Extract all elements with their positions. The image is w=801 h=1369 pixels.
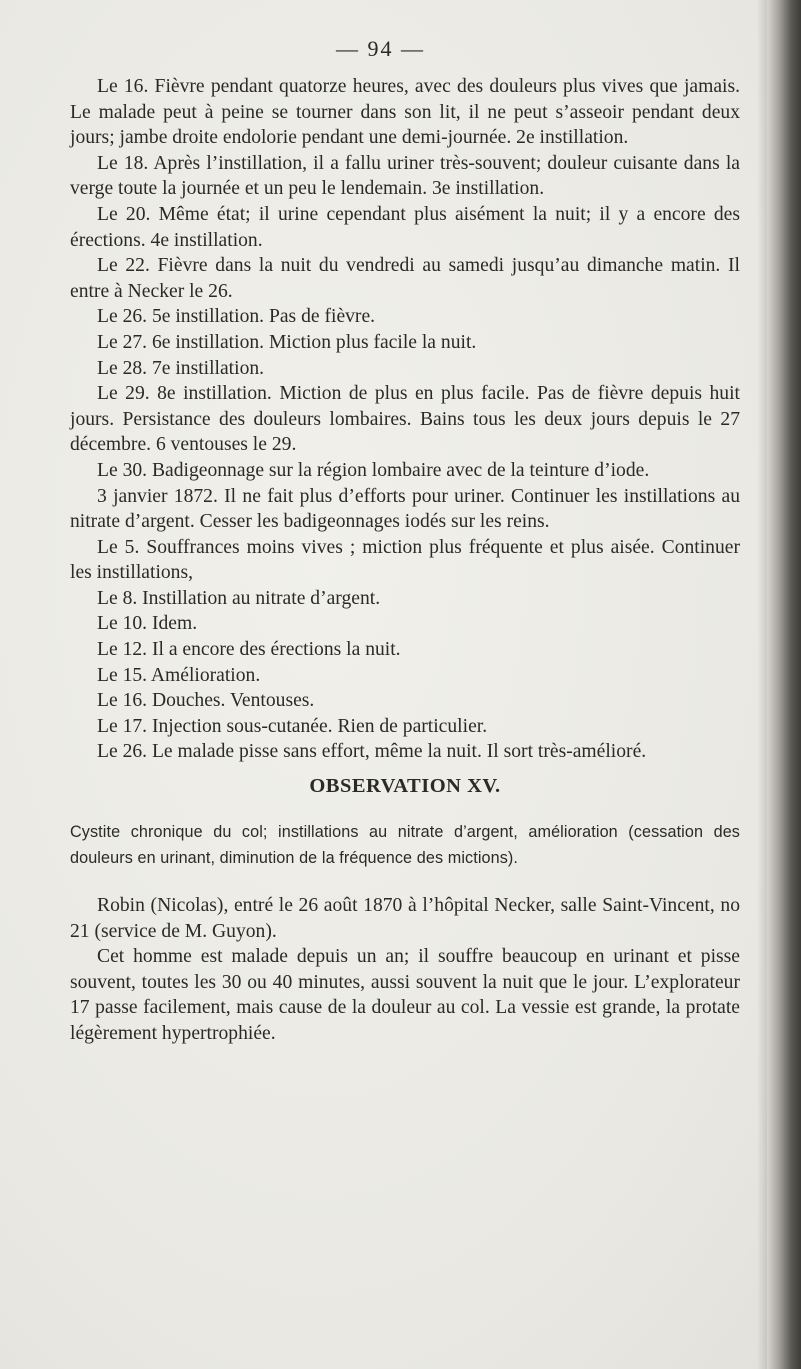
clinical-entry: Le 8. Instillation au nitrate d’argent. xyxy=(97,587,381,609)
page-number: — 94 — xyxy=(336,36,425,61)
clinical-entry: Le 12. Il a encore des érections la nuit. xyxy=(97,639,401,661)
clinical-entry: Le 10. Idem. xyxy=(97,613,198,635)
observation-summary: Cystite chronique du col; instillations au nitrate d’argent, amélioration (cessation des douleurs en urinant, diminution de la fréquence des mictions). xyxy=(70,823,740,868)
observation-paragraph: Robin (Nicolas), entré le 26 août 1870 à l’hôpital Necker, salle Saint-Vincent, no 21 (service de M. Guyon). xyxy=(70,895,740,942)
clinical-entry: Le 16. Douches. Ventouses. xyxy=(97,690,315,712)
clinical-entry: Le 22. Fièvre dans la nuit du vendredi au samedi jusqu’au dimanche matin. Il entre à Necker le 26. xyxy=(70,255,740,302)
clinical-entry: Le 26. 5e instillation. Pas de fièvre. xyxy=(97,306,376,328)
book-spine xyxy=(767,0,801,1369)
clinical-entry: Le 18. Après l’instillation, il a fallu uriner très-souvent; douleur cuisante dans la verge toute la journée et un peu le lendemain. 3e instillation. xyxy=(70,152,740,200)
clinical-entry: Le 17. Injection sous-cutanée. Rien de particulier. xyxy=(97,715,488,737)
page-gutter-shadow xyxy=(757,0,767,1369)
clinical-entry: Le 26. Le malade pisse sans effort, même la nuit. Il sort très-amélioré. xyxy=(97,741,647,763)
clinical-entry: Le 28. 7e instillation. xyxy=(97,357,265,379)
clinical-entry: Le 27. 6e instillation. Miction plus facile la nuit. xyxy=(97,331,477,353)
clinical-entry: Le 29. 8e instillation. Miction de plus en plus facile. Pas de fièvre depuis huit jours. Persistance des douleurs lombaires. Bains tous les deux jours depuis le 27 décembre. 6 ventouses le 29. xyxy=(70,383,740,456)
clinical-entry: 3 janvier 1872. Il ne fait plus d’efforts pour uriner. Continuer les instillations au nitrate d’argent. Cesser les badigeonnages iodés sur les reins. xyxy=(70,485,740,533)
page-text xyxy=(70,74,740,1047)
clinical-entry: Le 16. Fièvre pendant quatorze heures, avec des douleurs plus vives que jamais. Le malade peut à peine se tourner dans son lit, il ne peut s’asseoir pendant deux jours; jambe droite endolorie pendant une demi-journée. 2e instillation. xyxy=(70,76,740,149)
observation-title: OBSERVATION XV. xyxy=(309,775,501,798)
clinical-entry: Le 15. Amélioration. xyxy=(97,664,261,686)
clinical-entry: Le 30. Badigeonnage sur la région lombaire avec de la teinture d’iode. xyxy=(97,459,650,481)
clinical-entry: Le 20. Même état; il urine cependant plus aisément la nuit; il y a encore des érections. 4e instillation. xyxy=(70,203,740,251)
observation-paragraph: Cet homme est malade depuis un an; il souffre beaucoup en urinant et pisse souvent, toutes les 30 ou 40 minutes, aussi souvent la nuit que le jour. L’explorateur 17 passe facilement, mais cause de la douleur au col. La vessie est grande, la protate légèrement hypertrophiée. xyxy=(70,946,740,1044)
clinical-entry: Le 5. Souffrances moins vives ; miction plus fréquente et plus aisée. Continuer les instillations, xyxy=(70,536,740,584)
